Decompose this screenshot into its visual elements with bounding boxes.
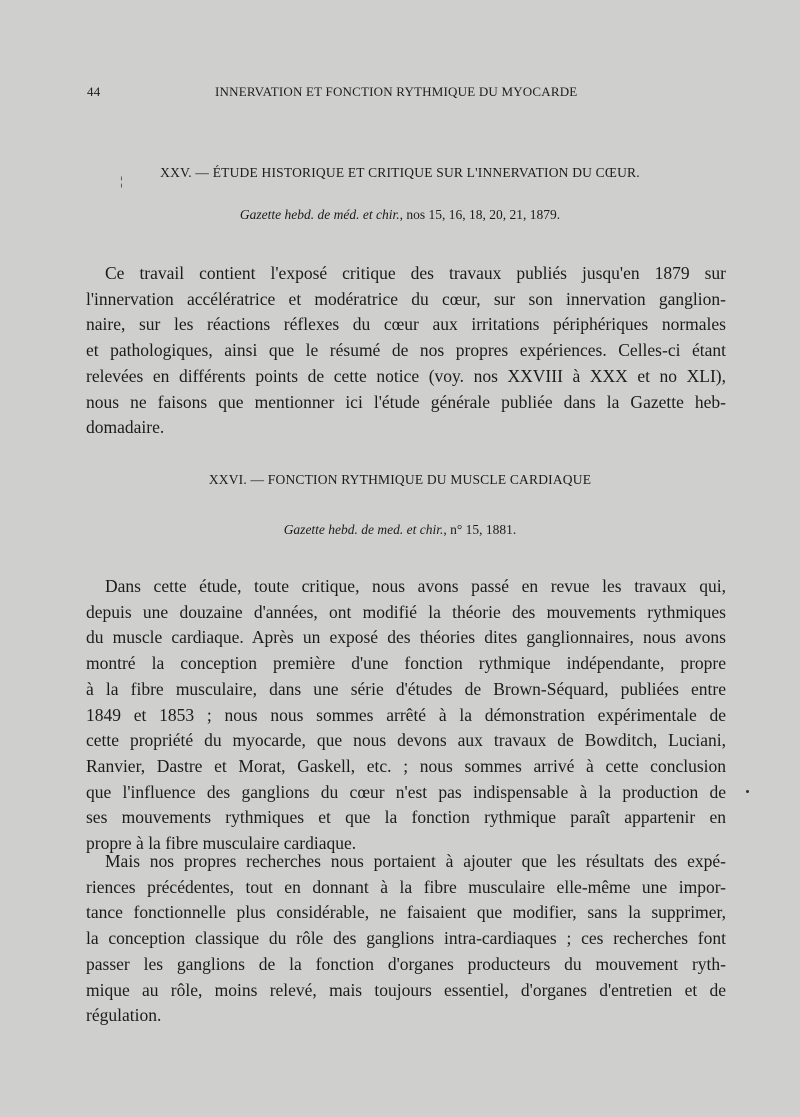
citation-details: , n° 15, 1881. bbox=[443, 522, 517, 537]
text-line: à la fibre musculaire, dans une série d'études de Brown-Séquard, publiées entre bbox=[86, 678, 726, 699]
running-head: INNERVATION ET FONCTION RYTHMIQUE DU MYOCARDE bbox=[215, 84, 578, 99]
text-line: ses mouvements rythmiques et que la fonction rythmique paraît appartenir en bbox=[86, 807, 726, 828]
citation-xxvi bbox=[0, 522, 800, 538]
section-title-xxv: XXV. — ÉTUDE HISTORIQUE ET CRITIQUE SUR L'INNERVATION DU CŒUR. bbox=[160, 165, 640, 180]
paragraph-xxvi-2 bbox=[86, 849, 726, 1029]
text-line: depuis une douzaine d'années, ont modifié la théorie des mouvements rythmiques bbox=[86, 601, 726, 622]
text-line: et pathologiques, ainsi que le résumé de nos propres expériences. Celles-ci étant bbox=[86, 340, 726, 361]
text-line: que l'influence des ganglions du cœur n'est pas indispensable à la production de bbox=[86, 781, 726, 802]
margin-dot bbox=[746, 790, 749, 793]
text-line: riences précédentes, tout en donnant à la fibre musculaire elle-même une impor- bbox=[86, 876, 726, 897]
text-line: propre à la fibre musculaire cardiaque. bbox=[86, 833, 357, 854]
text-line: domadaire. bbox=[86, 417, 165, 438]
section-title-xxvi: XXVI. — FONCTION RYTHMIQUE DU MUSCLE CARDIAQUE bbox=[208, 472, 592, 487]
citation-details: , nos 15, 16, 18, 20, 21, 1879. bbox=[399, 207, 561, 222]
text-line: passer les ganglions de la fonction d'organes producteurs du mouvement ryth- bbox=[86, 953, 726, 974]
paragraph-xxv bbox=[86, 261, 726, 441]
text-line: mique au rôle, moins relevé, mais toujours essentiel, d'organes d'entretien et de bbox=[86, 979, 726, 1000]
text-line: Dans cette étude, toute critique, nous avons passé en revue les travaux qui, bbox=[105, 576, 726, 596]
text-line: du muscle cardiaque. Après un exposé des théories dites ganglionnaires, nous avons bbox=[86, 627, 726, 648]
text-line: régulation. bbox=[86, 1005, 162, 1026]
text-line: Ranvier, Dastre et Morat, Gaskell, etc. ; nous sommes arrivé à cette conclusion bbox=[86, 755, 726, 776]
page-number: 44 bbox=[87, 84, 101, 99]
margin-mark: ¦ bbox=[120, 173, 123, 188]
paragraph-xxvi-1 bbox=[86, 574, 726, 857]
citation-journal: Gazette hebd. de med. et chir. bbox=[283, 522, 444, 537]
text-line: tance fonctionnelle plus considérable, ne faisaient que modifier, sans la supprimer, bbox=[86, 902, 726, 923]
text-line: naire, sur les réactions réflexes du cœur aux irritations périphériques normales bbox=[86, 314, 726, 335]
text-line: nous ne faisons que mentionner ici l'étude générale publiée dans la Gazette heb- bbox=[86, 391, 726, 412]
text-line: 1849 et 1853 ; nous nous sommes arrêté à la démonstration expérimentale de bbox=[86, 704, 726, 725]
text-line: Ce travail contient l'exposé critique des travaux publiés jusqu'en 1879 sur bbox=[105, 263, 726, 283]
text-line: Mais nos propres recherches nous portaient à ajouter que les résultats des expé- bbox=[105, 851, 726, 871]
citation-xxv bbox=[0, 207, 800, 223]
text-line: cette propriété du myocarde, que nous devons aux travaux de Bowditch, Luciani, bbox=[86, 730, 726, 751]
citation-journal: Gazette hebd. de méd. et chir. bbox=[239, 207, 400, 222]
text-line: montré la conception première d'une fonction rythmique indépendante, propre bbox=[86, 653, 726, 674]
text-line: relevées en différents points de cette notice (voy. nos XXVIII à XXX et no XLI), bbox=[86, 365, 726, 386]
text-line: la conception classique du rôle des ganglions intra-cardiaques ; ces recherches font bbox=[86, 928, 726, 949]
text-line: l'innervation accélératrice et modératrice du cœur, sur son innervation ganglion- bbox=[86, 288, 726, 309]
